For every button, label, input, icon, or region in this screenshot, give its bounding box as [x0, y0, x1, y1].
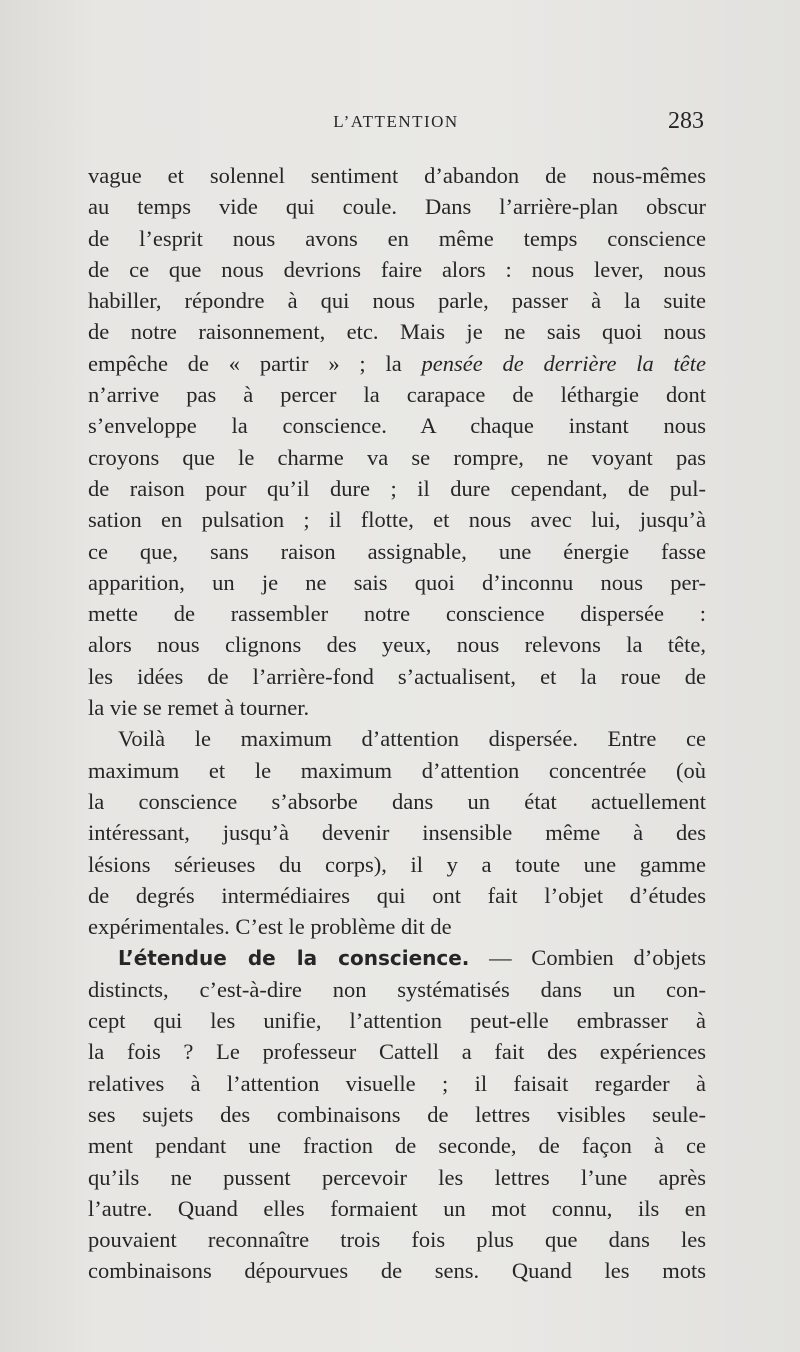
- text-line: la fois ? Le professeur Cattell a fait des expériences: [88, 1039, 706, 1065]
- text-line: expérimentales. C’est le problème dit de: [88, 914, 452, 940]
- text-line: de notre raisonnement, etc. Mais je ne sais quoi nous: [88, 319, 706, 345]
- text-line: combinaisons dépourvues de sens. Quand les mots: [88, 1258, 706, 1284]
- text-line: apparition, un je ne sais quoi d’inconnu nous per-: [88, 569, 706, 595]
- text-line: Voilà le maximum d’attention dispersée. Entre ce: [118, 726, 706, 752]
- text-line: cept qui les unifie, l’attention peut-elle embrasser à: [88, 1008, 706, 1034]
- text-line: de raison pour qu’il dure ; il dure cependant, de pul-: [88, 475, 706, 501]
- text-line: pouvaient reconnaître trois fois plus que dans les: [88, 1227, 706, 1253]
- text-line: de l’esprit nous avons en même temps conscience: [88, 225, 706, 251]
- running-title: L’ATTENTION: [333, 112, 459, 131]
- page-header: [88, 108, 704, 142]
- text-line: s’enveloppe la conscience. A chaque instant nous: [88, 413, 706, 439]
- text-line: habiller, répondre à qui nous parle, passer à la suite: [88, 288, 706, 314]
- text-line-mixed: [88, 348, 706, 379]
- text-line: alors nous clignons des yeux, nous relevons la tête,: [88, 632, 706, 658]
- text-line: l’autre. Quand elles formaient un mot connu, ils en: [88, 1195, 706, 1221]
- text-line: au temps vide qui coule. Dans l’arrière-plan obscur: [88, 194, 706, 220]
- text-line: maximum et le maximum d’attention concentrée (où: [88, 757, 706, 783]
- text-line-mixed: [88, 942, 706, 973]
- text-line: distincts, c’est-à-dire non systématisés dans un con-: [88, 976, 706, 1002]
- text-line: ment pendant une fraction de seconde, de façon à ce: [88, 1133, 706, 1159]
- page-body: [88, 160, 706, 1287]
- text-line: de ce que nous devrions faire alors : nous lever, nous: [88, 256, 706, 282]
- text-line: lésions sérieuses du corps), il y a toute une gamme: [88, 851, 706, 877]
- text-line: la vie se remet à tourner.: [88, 695, 310, 721]
- text-line: de degrés intermédiaires qui ont fait l’objet d’études: [88, 882, 706, 908]
- page-number: 283: [668, 108, 704, 134]
- text-line: qu’ils ne pussent percevoir les lettres l’une après: [88, 1164, 706, 1190]
- text-line: vague et solennel sentiment d’abandon de nous-mêmes: [88, 163, 706, 188]
- text-line: ce que, sans raison assignable, une énergie fasse: [88, 538, 706, 564]
- text-line: n’arrive pas à percer la carapace de léthargie dont: [88, 382, 706, 408]
- text-line: intéressant, jusqu’à devenir insensible même à des: [88, 820, 706, 846]
- italic-phrase: pensée de derrière la tête: [421, 350, 706, 376]
- text-line: les idées de l’arrière-fond s’actualisent, et la roue de: [88, 663, 706, 689]
- text-line: mette de rassembler notre conscience dispersée :: [88, 601, 706, 627]
- text-line: la conscience s’absorbe dans un état actuellement: [88, 788, 706, 814]
- section-heading: L’étendue de la conscience.: [118, 946, 470, 971]
- text-line: relatives à l’attention visuelle ; il faisait regarder à: [88, 1070, 706, 1096]
- text-segment: — Combien d’objets: [489, 945, 706, 971]
- text-segment: empêche de « partir » ; la: [88, 350, 402, 376]
- text-line: sation en pulsation ; il flotte, et nous avec lui, jusqu’à: [88, 507, 706, 533]
- text-line: ses sujets des combinaisons de lettres visibles seule-: [88, 1101, 706, 1127]
- text-line: croyons que le charme va se rompre, ne voyant pas: [88, 444, 706, 470]
